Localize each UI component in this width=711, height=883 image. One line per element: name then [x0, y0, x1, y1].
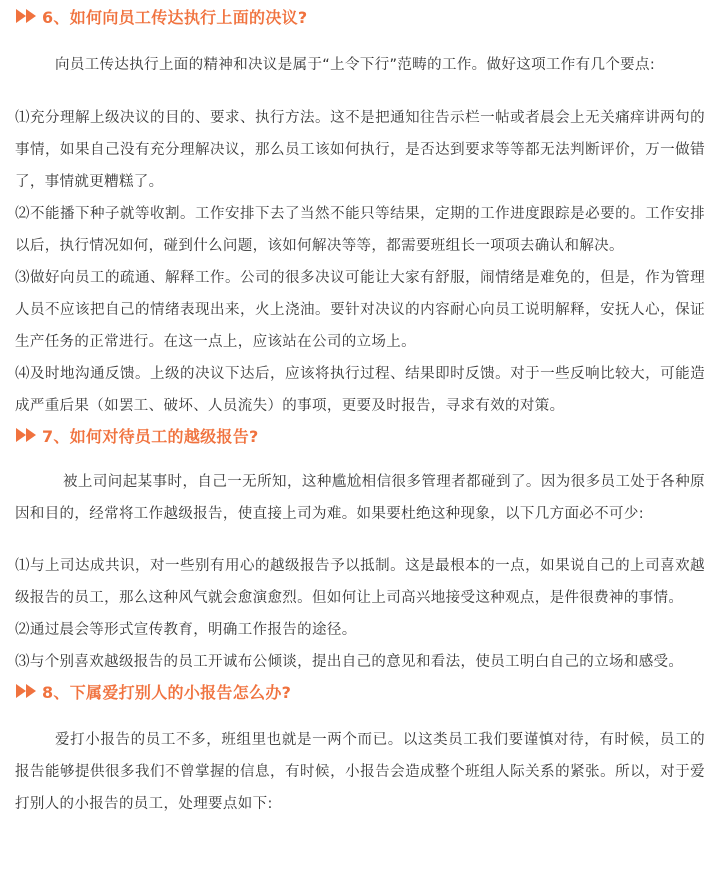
- section-title: 7、如何对待员工的越级报告?: [42, 426, 259, 446]
- double-play-arrow-icon: [15, 683, 41, 699]
- section-intro: 爱打小报告的员工不多，班组里也就是一两个而已。以这类员工我们要谨慎对待，有时候，员工的报告能够提供很多我们不曾掌握的信息，有时候，小报告会造成整个班组人际关系的紧张。所以，对于爱打别人的小报告的员工，处理要点如下:: [15, 732, 705, 812]
- list-item: ⑴与上司达成共识，对一些别有用心的越级报告予以抵制。这是最根本的一点，如果说自己的上司喜欢越级报告的员工，那么这种风气就会愈演愈烈。但如何让上司高兴地接受这种观点，是件很费神的事情。: [15, 558, 705, 606]
- section-8-heading: [15, 678, 705, 704]
- list-item: ⑶做好向员工的疏通、解释工作。公司的很多决议可能让大家有舒服，闹情绪是难免的，但是，作为管理人员不应该把自己的情绪表现出来，火上浇油。要针对决议的内容耐心向员工说明解释，安抚人心，保证生产任务的正常进行。在这一点上，应该站在公司的立场上。: [15, 270, 705, 350]
- list-item: ⑶与个别喜欢越级报告的员工开诚布公倾谈，提出自己的意见和看法，使员工明白自己的立场和感受。: [15, 654, 684, 670]
- section-intro: 被上司问起某事时，自己一无所知，这种尴尬相信很多管理者都碰到了。因为很多员工处于各种原因和目的，经常将工作越级报告，使直接上司为难。如果要杜绝这种现象，以下几方面必不可少:: [15, 474, 705, 522]
- section-6-heading: [15, 3, 705, 29]
- double-play-arrow-icon: [15, 8, 41, 24]
- list-item: ⑴充分理解上级决议的目的、要求、执行方法。这不是把通知往告示栏一帖或者晨会上无关痛痒讲两句的事情，如果自己没有充分理解决议，那么员工该如何执行，是否达到要求等等都无法判断评价，万一做错了，事情就更糟糕了。: [15, 110, 705, 190]
- list-item: ⑷及时地沟通反馈。上级的决议下达后，应该将执行过程、结果即时反馈。对于一些反响比较大，可能造成严重后果（如罢工、破坏、人员流失）的事项，更要及时报告，寻求有效的对策。: [15, 366, 705, 414]
- list-item: ⑵不能播下种子就等收割。工作安排下去了当然不能只等结果，定期的工作进度跟踪是必要的。工作安排以后，执行情况如何，碰到什么问题，该如何解决等等，都需要班组长一项项去确认和解决。: [15, 206, 705, 254]
- list-item: ⑵通过晨会等形式宣传教育，明确工作报告的途径。: [15, 622, 357, 638]
- double-play-arrow-icon: [15, 427, 41, 443]
- section-7-heading: [15, 422, 705, 448]
- section-title: 8、下属爱打别人的小报告怎么办?: [42, 682, 292, 702]
- section-title: 6、如何向员工传达执行上面的决议?: [42, 7, 308, 27]
- section-intro: 向员工传达执行上面的精神和决议是属于“上令下行”范畴的工作。做好这项工作有几个要点:: [55, 57, 656, 73]
